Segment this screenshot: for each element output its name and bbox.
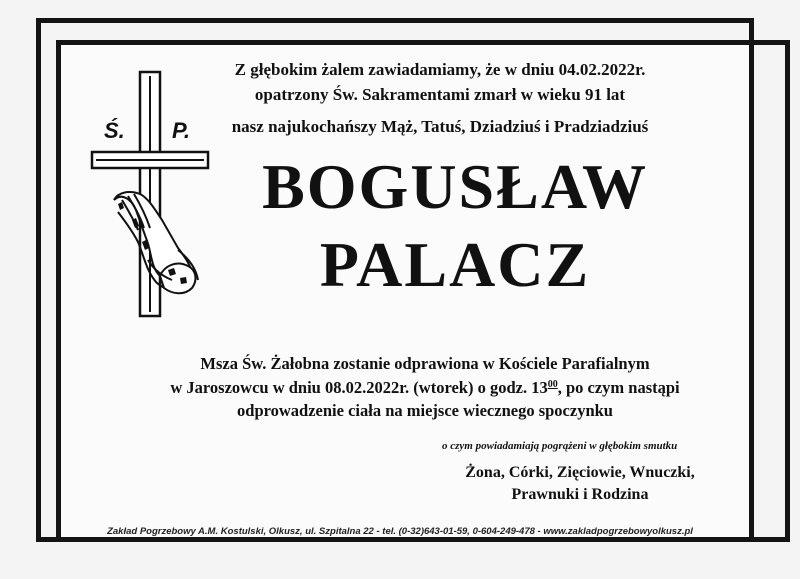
mass-line-1: Msza Św. Żałobna zostanie odprawiona w Kościele Parafialnym <box>200 354 650 373</box>
intro-line-3: nasz najukochańszy Mąż, Tatuś, Dziadziuś i Pradziadziuś <box>231 117 649 136</box>
funeral-home-footer: Zakład Pogrzebowy A.M. Kostulski, Olkusz, ul. Szpitalna 22 - tel. (0-32)643-01-59, 0-604-249-478 - www.zakladpogrzebowyolkusz.pl <box>107 526 693 537</box>
sp-left-label: Ś. <box>104 118 125 143</box>
mourners-intro: o czym powiadamiają pogrążeni w głębokim smutku <box>442 440 678 452</box>
deceased-first-name: BOGUSŁAW <box>262 151 648 222</box>
sp-right-label: P. <box>172 118 190 143</box>
family-line-1: Żona, Córki, Zięciowie, Wnuczki, <box>465 464 695 481</box>
mass-line-3: odprowadzenie ciała na miejsce wiecznego spoczynku <box>237 401 613 420</box>
deceased-last-name: PALACZ <box>319 229 591 300</box>
mass-line-2 <box>80 378 770 398</box>
intro-line-2: opatrzony Św. Sakramentami zmarł w wieku 91 lat <box>254 85 626 104</box>
mass-time-minutes: 00 <box>547 379 558 390</box>
mass-line-2-start: w Jaroszowcu w dniu 08.02.2022r. (wtorek) o godz. 13 <box>170 378 548 397</box>
intro-line-1: Z głębokim żalem zawiadamiamy, że w dniu 04.02.2022r. <box>234 60 646 79</box>
family-line-2: Prawnuki i Rodzina <box>511 486 649 503</box>
mass-line-2-end: , po czym nastąpi <box>557 378 680 397</box>
